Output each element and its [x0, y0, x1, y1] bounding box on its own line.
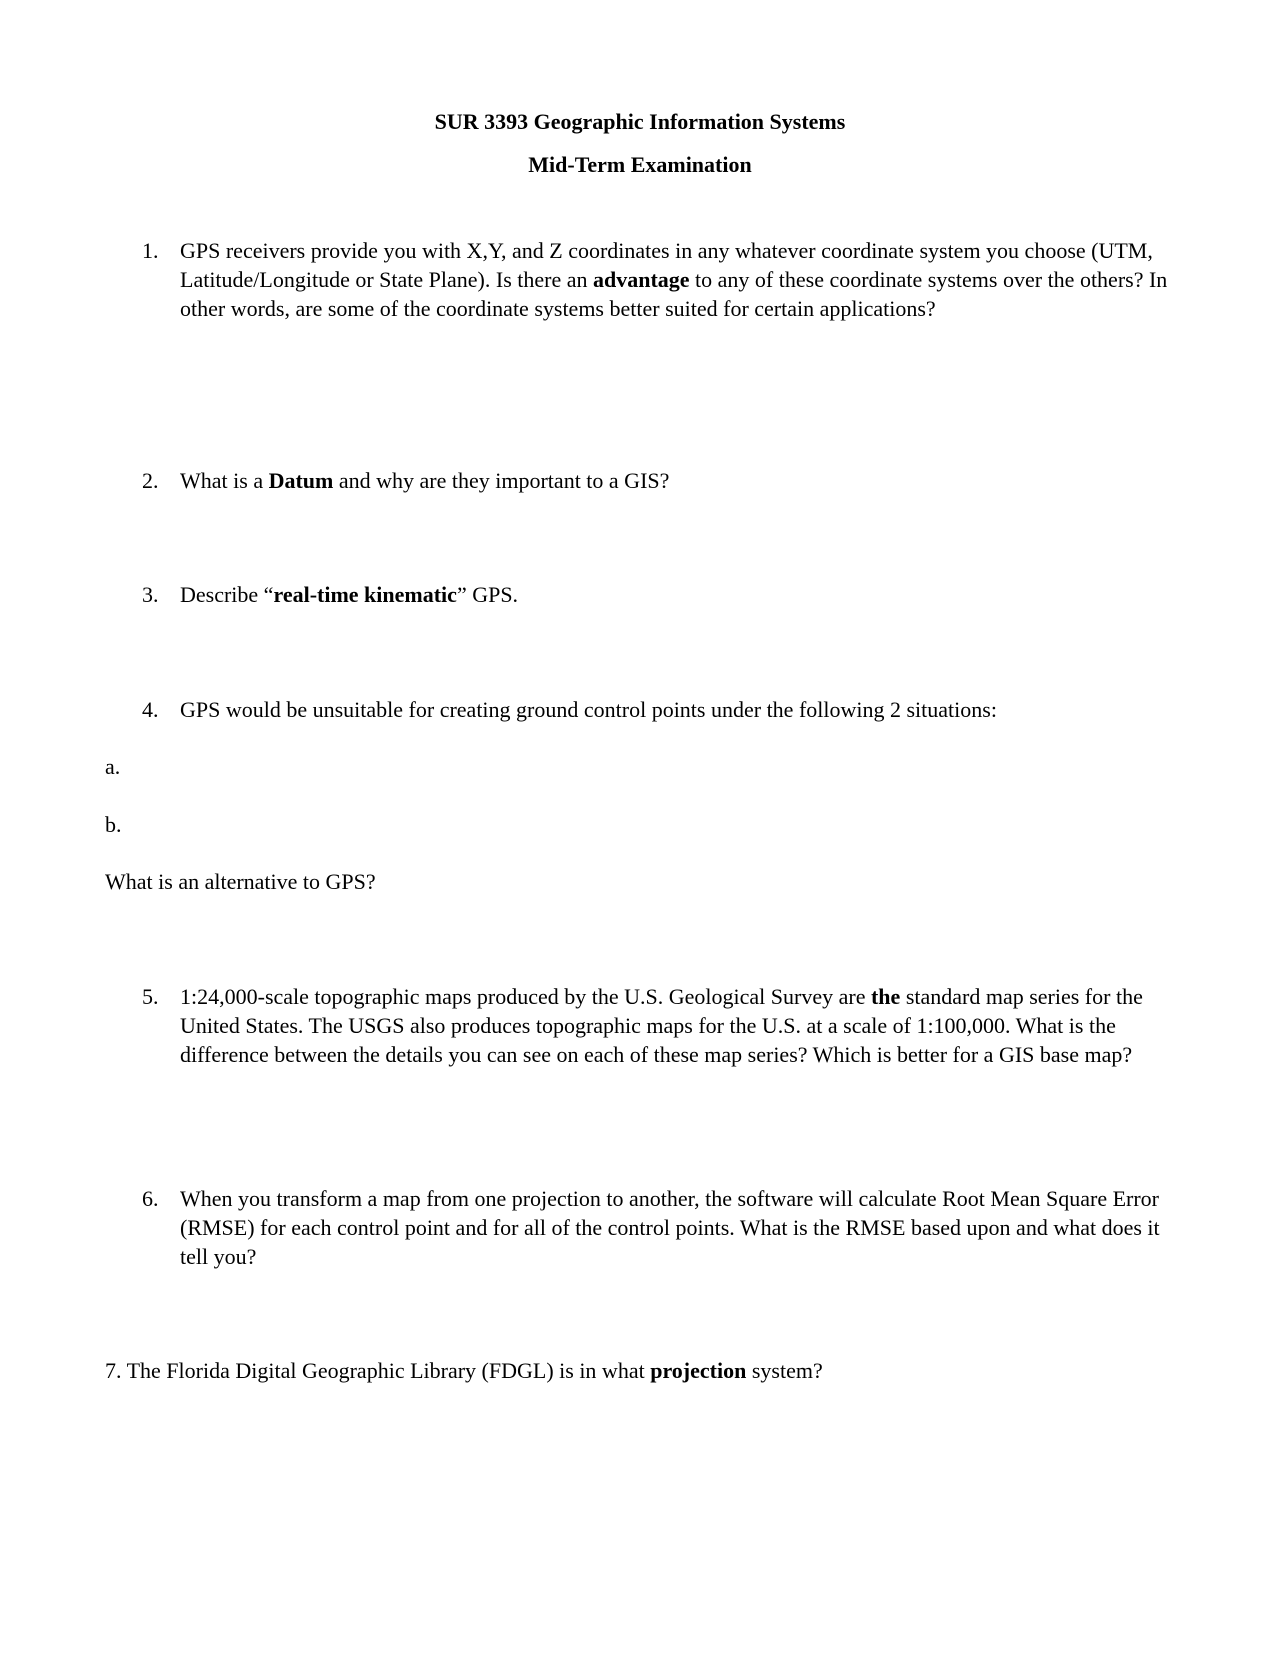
exam-title: Mid-Term Examination	[528, 152, 752, 177]
question-5-text-before: 1:24,000-scale topographic maps produced by the U.S. Geological Survey are	[180, 984, 871, 1009]
question-1-text	[180, 236, 1182, 323]
question-6-text: When you transform a map from one projection to another, the software will calculate Root Mean Square Error (RMSE) for each control point and for all of the control points. What is the RMSE based upon and what does it tell you?	[180, 1186, 1160, 1269]
question-2-bold: Datum	[268, 468, 334, 493]
question-4	[142, 695, 1182, 724]
question-6	[142, 1184, 1182, 1271]
question-7-text-after: system?	[746, 1358, 823, 1383]
question-7-bold: projection	[650, 1358, 747, 1383]
question-2-text-before: What is a	[180, 468, 269, 493]
question-5-text-after: standard map series for the United States. The USGS also produces topographic maps for the U.S. at a scale of 1:100,000. What is the difference between the details you can see on each of these map series? Which is better for a GIS base map?	[180, 984, 1143, 1067]
q4-subitem-b: b.	[105, 812, 122, 837]
question-1-bold: advantage	[592, 267, 690, 292]
question-3-text-before: Describe “	[180, 582, 274, 607]
question-6-number: 6.	[142, 1186, 159, 1211]
question-7	[105, 1356, 823, 1385]
question-2-text-after: and why are they important to a GIS?	[333, 468, 670, 493]
question-7-text-before: 7. The Florida Digital Geographic Library (FDGL) is in what	[105, 1358, 651, 1383]
question-1-text-before: GPS receivers provide you with X,Y, and Z coordinates in any whatever coordinate system you choose (UTM, Latitude/Longitude or State Plane). Is there an	[180, 238, 1153, 292]
q4-subitem-a: a.	[105, 754, 121, 779]
question-5-number: 5.	[142, 984, 159, 1009]
q4-alternative-question: What is an alternative to GPS?	[105, 869, 376, 894]
question-5-text	[180, 982, 1182, 1069]
question-4-text: GPS would be unsuitable for creating ground control points under the following 2 situations:	[180, 697, 997, 722]
question-4-number: 4.	[142, 697, 159, 722]
course-title: SUR 3393 Geographic Information Systems	[434, 109, 846, 134]
question-2	[142, 466, 1182, 495]
question-1-number: 1.	[142, 238, 159, 263]
question-3-bold: real-time kinematic	[273, 582, 457, 607]
question-3-number: 3.	[142, 582, 159, 607]
question-1-text-after: to any of these coordinate systems over the others? In other words, are some of the coordinate systems better suited for certain applications?	[180, 267, 1168, 321]
question-5	[142, 982, 1182, 1069]
question-3-text-after: ” GPS.	[456, 582, 519, 607]
question-2-number: 2.	[142, 468, 159, 493]
question-5-bold: the	[870, 984, 901, 1009]
question-2-text	[180, 466, 1182, 495]
question-3	[142, 580, 1182, 609]
question-1	[142, 236, 1182, 323]
question-3-text	[180, 580, 1182, 609]
